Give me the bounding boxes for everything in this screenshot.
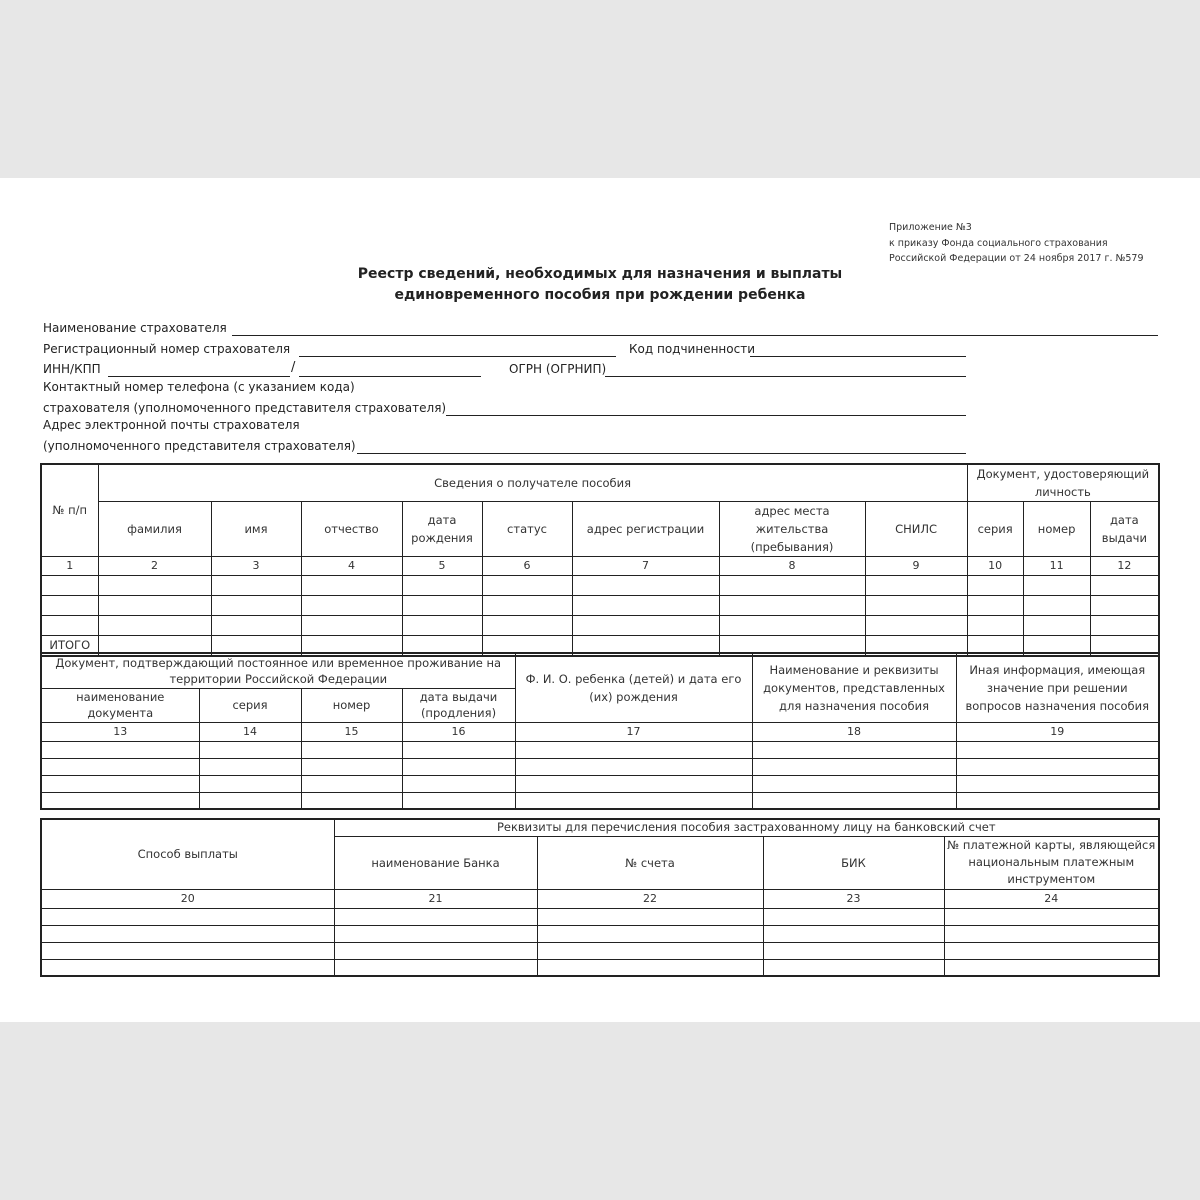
title-line-1: Реестр сведений, необходимых для назначения и выплаты [357, 266, 843, 282]
ogrn-label: ОГРН (ОГРНИП) [509, 362, 607, 376]
insurer-name-label: Наименование страхователя [43, 321, 227, 335]
header-doc-number: номер [301, 688, 402, 722]
form-sheet [0, 178, 1200, 1022]
bank-details-group-header: Реквизиты для перечисления пособия застрахованному лицу на банковский счет [334, 819, 1159, 836]
header-submitted-docs: Наименование и реквизиты документов, представленных для назначения пособия [752, 653, 956, 722]
header-surname: фамилия [98, 502, 211, 557]
table-row[interactable] [41, 925, 1159, 942]
col-number: 21 [334, 889, 537, 908]
title-line-2: единовременного пособия при рождении ребенка [394, 287, 806, 303]
reg-number-field[interactable] [299, 356, 616, 357]
phone-field[interactable] [446, 415, 966, 416]
reg-number-label: Регистрационный номер страхователя [43, 342, 291, 356]
col-number: 8 [719, 557, 865, 576]
col-number: 20 [41, 889, 334, 908]
col-number: 13 [41, 722, 199, 741]
col-number: 16 [402, 722, 515, 741]
table-row[interactable] [41, 576, 1159, 596]
subordination-code-label: Код подчиненности [629, 342, 755, 356]
table-row[interactable] [41, 741, 1159, 758]
table-row[interactable] [41, 596, 1159, 616]
phone-label-line-1: Контактный номер телефона (с указанием кода) [43, 380, 355, 394]
header-doc-series: серия [199, 688, 301, 722]
col-number: 4 [301, 557, 402, 576]
header-reg-address: адрес регистрации [572, 502, 719, 557]
header-payment-method: Способ выплаты [41, 819, 334, 889]
id-doc-group-header: Документ, удостоверяющий личность [967, 464, 1159, 502]
total-label: ИТОГО [41, 636, 98, 656]
inn-field[interactable] [108, 376, 290, 377]
email-field[interactable] [357, 453, 966, 454]
recipient-empty-rows [41, 576, 1159, 636]
residence-doc-group-header: Документ, подтверждающий постоянное или временное проживание на территории Российской Федерации [41, 653, 515, 688]
header-id-series: серия [967, 502, 1023, 557]
email-label-line-2: (уполномоченного представителя страхователя) [43, 439, 356, 453]
col-number: 24 [944, 889, 1159, 908]
email-label-line-1: Адрес электронной почты страхователя [43, 418, 300, 432]
table-row[interactable] [41, 775, 1159, 792]
col-np-header: № п/п [41, 464, 98, 557]
header-birth-date: дата рождения [402, 502, 482, 557]
col-number: 15 [301, 722, 402, 741]
col-number: 12 [1090, 557, 1159, 576]
phone-label-line-2: страхователя (уполномоченного представителя страхователя) [43, 401, 447, 415]
annex-line-1: Приложение №3 [889, 222, 972, 233]
header-child-fio: Ф. И. О. ребенка (детей) и дата его (их) рождения [515, 653, 752, 722]
table-row[interactable] [41, 758, 1159, 775]
col-number: 9 [865, 557, 967, 576]
inn-kpp-separator: / [291, 360, 296, 375]
header-account-number: № счета [537, 836, 763, 889]
table-row[interactable] [41, 959, 1159, 976]
header-doc-issue-date: дата выдачи (продления) [402, 688, 515, 722]
header-name: имя [211, 502, 301, 557]
inn-kpp-label: ИНН/КПП [43, 362, 101, 376]
ogrn-field[interactable] [605, 376, 966, 377]
header-snils: СНИЛС [865, 502, 967, 557]
header-id-issue-date: дата выдачи [1090, 502, 1159, 557]
col-number: 3 [211, 557, 301, 576]
kpp-field[interactable] [299, 376, 481, 377]
col-number: 17 [515, 722, 752, 741]
header-card-number: № платежной карты, являющейся национальным платежным инструментом [944, 836, 1159, 889]
col-number: 22 [537, 889, 763, 908]
table-row[interactable] [41, 942, 1159, 959]
col-number: 1 [41, 557, 98, 576]
payment-table [40, 818, 1160, 977]
annex-line-2: к приказу Фонда социального страхования [889, 237, 1108, 249]
col-number: 5 [402, 557, 482, 576]
header-bank-name: наименование Банка [334, 836, 537, 889]
header-other-info: Иная информация, имеющая значение при решении вопросов назначения пособия [956, 653, 1159, 722]
header-id-number: номер [1023, 502, 1090, 557]
header-status: статус [482, 502, 572, 557]
subordination-code-field[interactable] [750, 356, 966, 357]
col-number: 23 [763, 889, 944, 908]
document-title [300, 264, 900, 306]
col-number: 2 [98, 557, 211, 576]
residence-doc-table [40, 652, 1160, 810]
col-number: 14 [199, 722, 301, 741]
table-row[interactable] [41, 616, 1159, 636]
insurer-name-field[interactable] [232, 335, 1158, 336]
annex-note [889, 220, 1144, 267]
col-number: 6 [482, 557, 572, 576]
table-row[interactable] [41, 908, 1159, 925]
col-number: 19 [956, 722, 1159, 741]
recipient-group-header: Сведения о получателе пособия [98, 464, 967, 502]
header-bik: БИК [763, 836, 944, 889]
header-residence-address: адрес места жительства (пребывания) [719, 502, 865, 557]
col-number: 18 [752, 722, 956, 741]
header-doc-name: наименование документа [41, 688, 199, 722]
payment-empty-rows [41, 908, 1159, 976]
col-number: 10 [967, 557, 1023, 576]
col-number: 11 [1023, 557, 1090, 576]
residence-empty-rows [41, 741, 1159, 809]
recipient-table [40, 463, 1160, 657]
header-patronymic: отчество [301, 502, 402, 557]
col-number: 7 [572, 557, 719, 576]
table-row[interactable] [41, 792, 1159, 809]
annex-line-3: Российской Федерации от 24 ноября 2017 г. №579 [889, 253, 1144, 264]
